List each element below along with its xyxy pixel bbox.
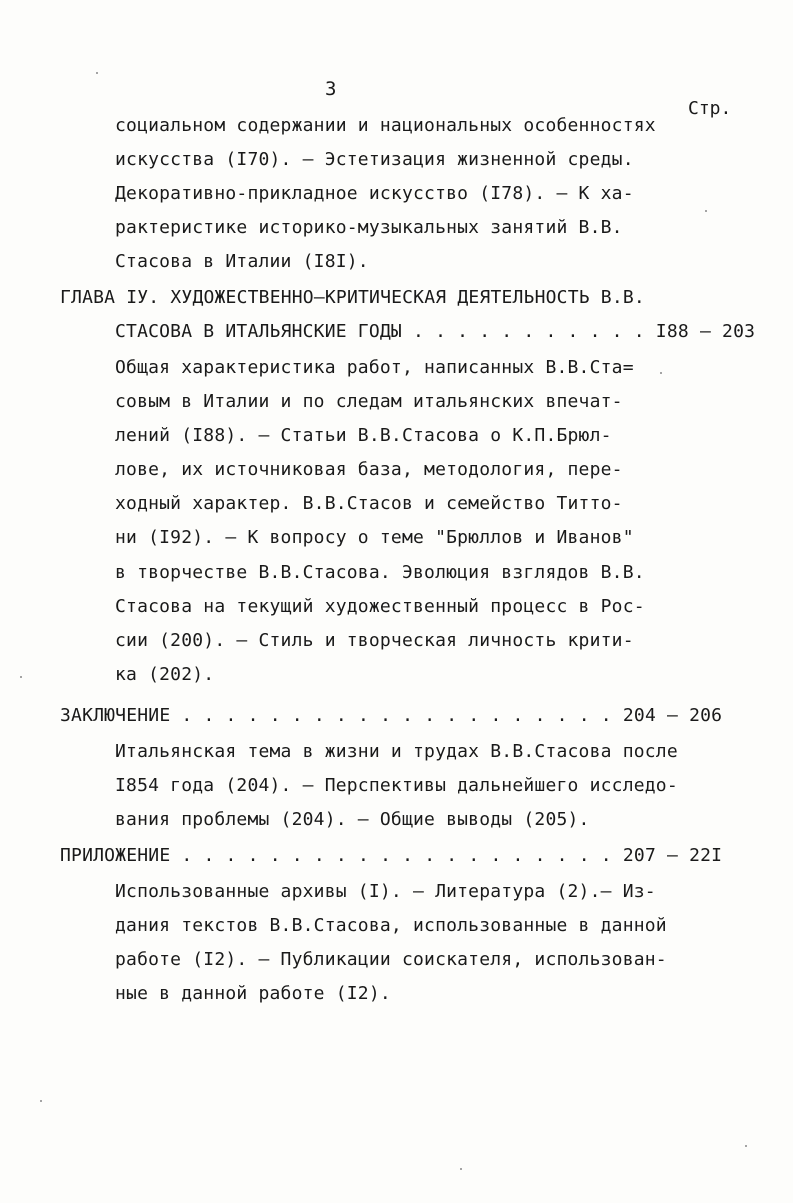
paper-speck [705,210,707,212]
toc-line: рактеристике историко-музыкальных занятий В.В. [115,217,623,238]
paper-speck [40,1100,42,1102]
paper-speck [20,676,22,678]
toc-line: лове, их источниковая база, методология, пере- [115,459,623,480]
toc-line: Декоративно-прикладное искусство (I78). – К ха- [115,183,634,204]
toc-line: лений (I88). – Статьи В.В.Стасова о К.П.Брюл- [115,425,612,446]
chapter-heading: ГЛАВА IУ. ХУДОЖЕСТВЕННО–КРИТИЧЕСКАЯ ДЕЯТЕЛЬНОСТЬ В.В. [60,287,645,308]
toc-line: сии (200). – Стиль и творческая личность крити- [115,630,634,651]
toc-line: I854 года (204). – Перспективы дальнейшего исследо- [115,775,678,796]
toc-line: ные в данной работе (I2). [115,983,391,1004]
toc-line: совым в Италии и по следам итальянских впечат- [115,391,623,412]
toc-line: Итальянская тема в жизни и трудах В.В.Стасова после [115,741,678,762]
toc-line: Общая характеристика работ, написанных В.В.Ста= [115,357,634,378]
toc-line: ходный характер. В.В.Стасов и семейство Титто- [115,493,623,514]
toc-line: в творчестве В.В.Стасова. Эволюция взглядов В.В. [115,562,645,583]
toc-line: искусства (I70). – Эстетизация жизненной среды. [115,149,634,170]
toc-line: вания проблемы (204). – Общие выводы (205). [115,809,590,830]
toc-line: социальном содержании и национальных особенностях [115,115,656,136]
toc-line: ни (I92). – К вопросу о теме "Брюллов и Иванов" [115,527,634,548]
toc-line: Использованные архивы (I). – Литература (2).– Из- [115,881,656,902]
conclusion-heading: ЗАКЛЮЧЕНИЕ . . . . . . . . . . . . . . . . . . . . 204 – 206 [60,705,723,726]
toc-line: работе (I2). – Публикации соискателя, использован- [115,949,667,970]
paper-speck [745,1145,747,1147]
toc-line: Стасова в Италии (I8I). [115,251,369,272]
paper-speck [96,72,98,74]
paper-speck [660,372,662,374]
appendix-heading: ПРИЛОЖЕНИЕ . . . . . . . . . . . . . . . . . . . . 207 – 22I [60,845,723,866]
paper-speck [460,1168,462,1170]
toc-line: дания текстов В.В.Стасова, использованные в данной [115,915,667,936]
page-column-label: Стр. [688,98,732,119]
toc-line: ка (202). [115,664,215,685]
page-number: 3 [325,78,337,100]
toc-line: Стасова на текущий художественный процесс в Рос- [115,596,645,617]
chapter-heading-continued: СТАСОВА В ИТАЛЬЯНСКИЕ ГОДЫ . . . . . . . . . . . I88 – 203 [115,321,756,342]
